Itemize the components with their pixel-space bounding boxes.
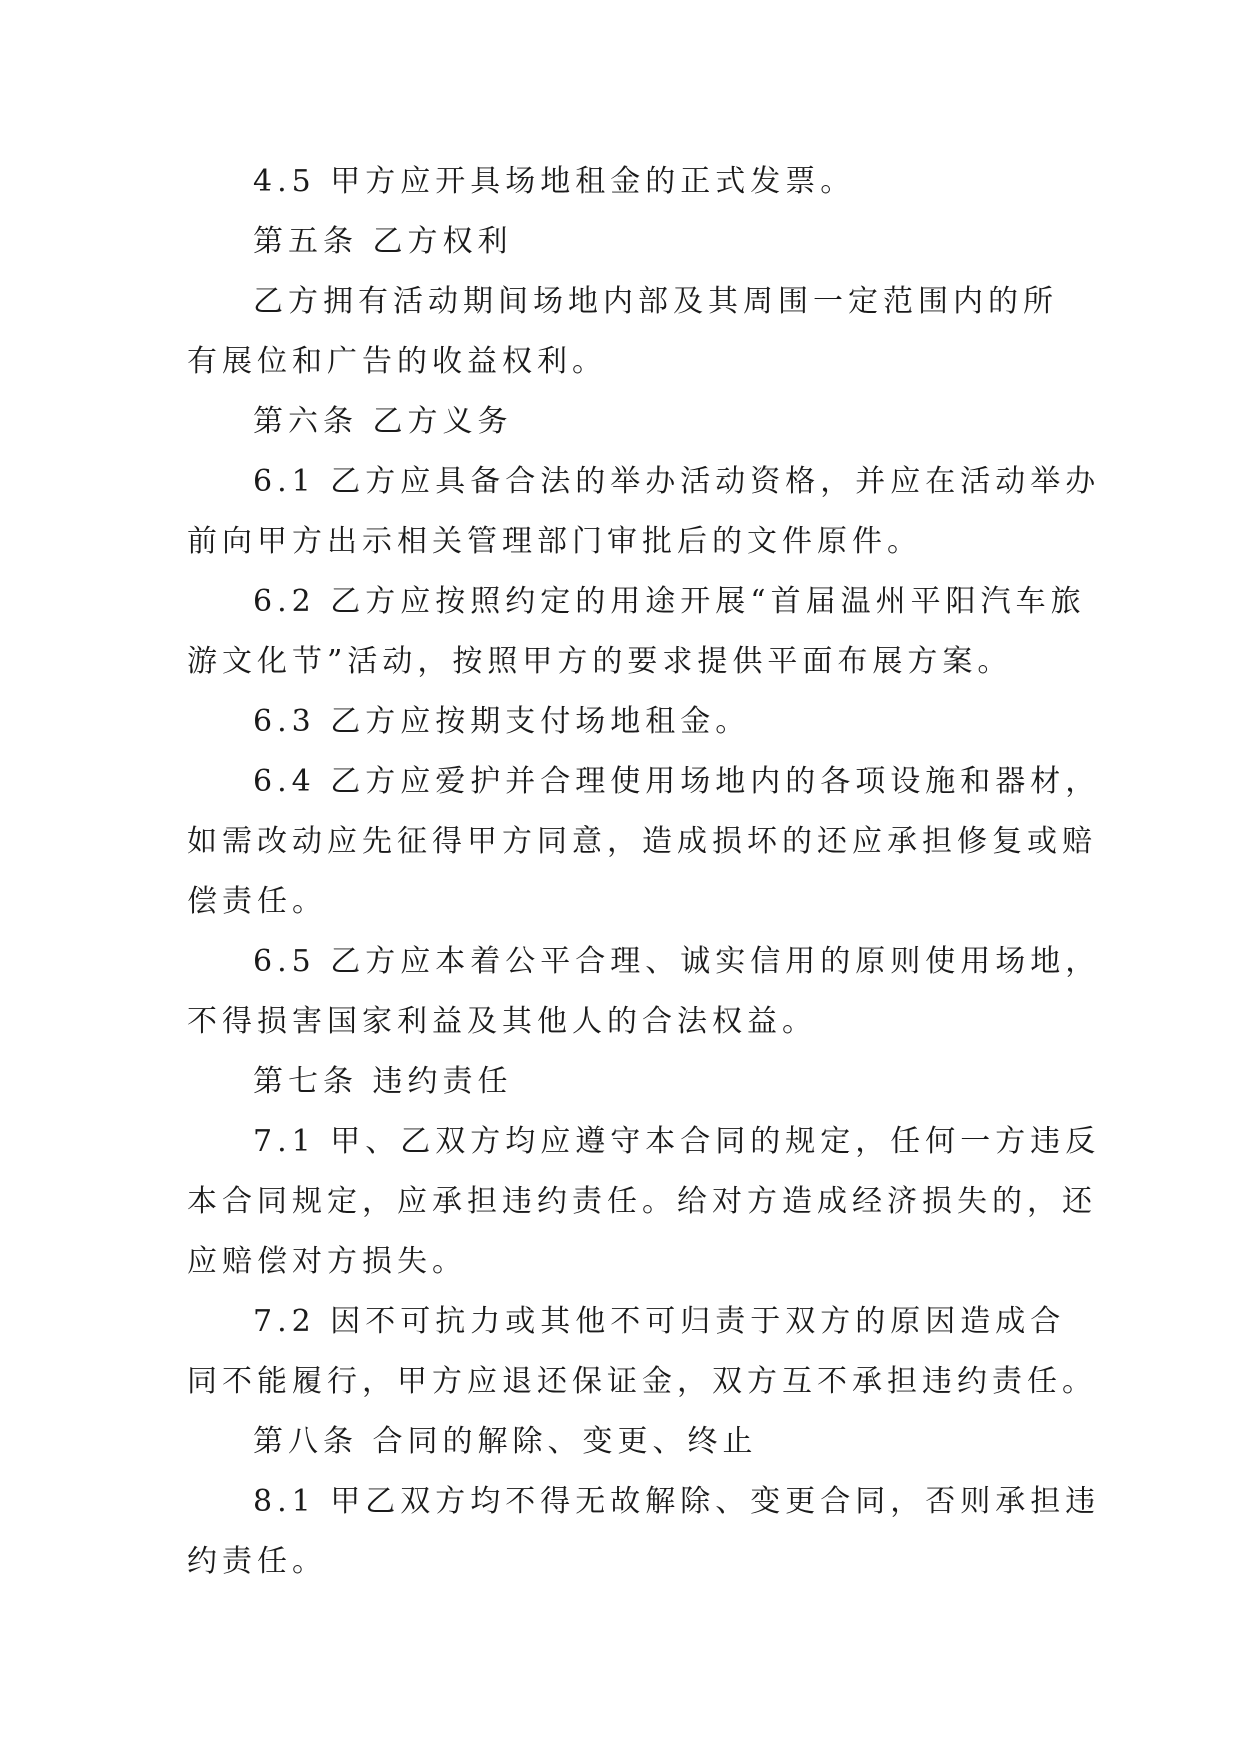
section-heading: 第六条 乙方义务 [253, 404, 513, 439]
text-line: 本合同规定，应承担违约责任。给对方造成经济损失的，还 [187, 1184, 1097, 1219]
section-heading: 第八条 合同的解除、变更、终止 [253, 1424, 758, 1459]
text-line: 偿责任。 [187, 884, 327, 919]
text-line: 如需改动应先征得甲方同意，造成损坏的还应承担修复或赔 [187, 824, 1097, 859]
text-line: 7.1 甲、乙双方均应遵守本合同的规定，任何一方违反 [253, 1124, 1101, 1159]
text-line: 6.5 乙方应本着公平合理、诚实信用的原则使用场地， [253, 944, 1101, 979]
text-line: 应赔偿对方损失。 [187, 1244, 467, 1279]
text-line: 6.1 乙方应具备合法的举办活动资格，并应在活动举办 [253, 464, 1101, 499]
text-line: 6.2 乙方应按照约定的用途开展“首届温州平阳汽车旅 [253, 584, 1086, 619]
section-heading: 第五条 乙方权利 [253, 224, 513, 259]
text-line: 6.4 乙方应爱护并合理使用场地内的各项设施和器材， [253, 764, 1101, 799]
section-heading: 第七条 违约责任 [253, 1064, 513, 1099]
text-line: 乙方拥有活动期间场地内部及其周围一定范围内的所 [253, 284, 1058, 319]
text-line: 游文化节”活动，按照甲方的要求提供平面布展方案。 [187, 644, 1013, 679]
text-line: 6.3 乙方应按期支付场地租金。 [253, 704, 751, 739]
text-line: 前向甲方出示相关管理部门审批后的文件原件。 [187, 524, 922, 559]
text-line: 有展位和广告的收益权利。 [187, 344, 607, 379]
text-line: 7.2 因不可抗力或其他不可归责于双方的原因造成合 [253, 1304, 1066, 1339]
text-line: 同不能履行，甲方应退还保证金，双方互不承担违约责任。 [187, 1364, 1097, 1399]
text-line: 4.5 甲方应开具场地租金的正式发票。 [253, 164, 856, 199]
text-line: 不得损害国家利益及其他人的合法权益。 [187, 1004, 817, 1039]
text-line: 约责任。 [187, 1544, 327, 1579]
document-body [187, 152, 1101, 1592]
text-line: 8.1 甲乙双方均不得无故解除、变更合同，否则承担违 [253, 1484, 1101, 1519]
